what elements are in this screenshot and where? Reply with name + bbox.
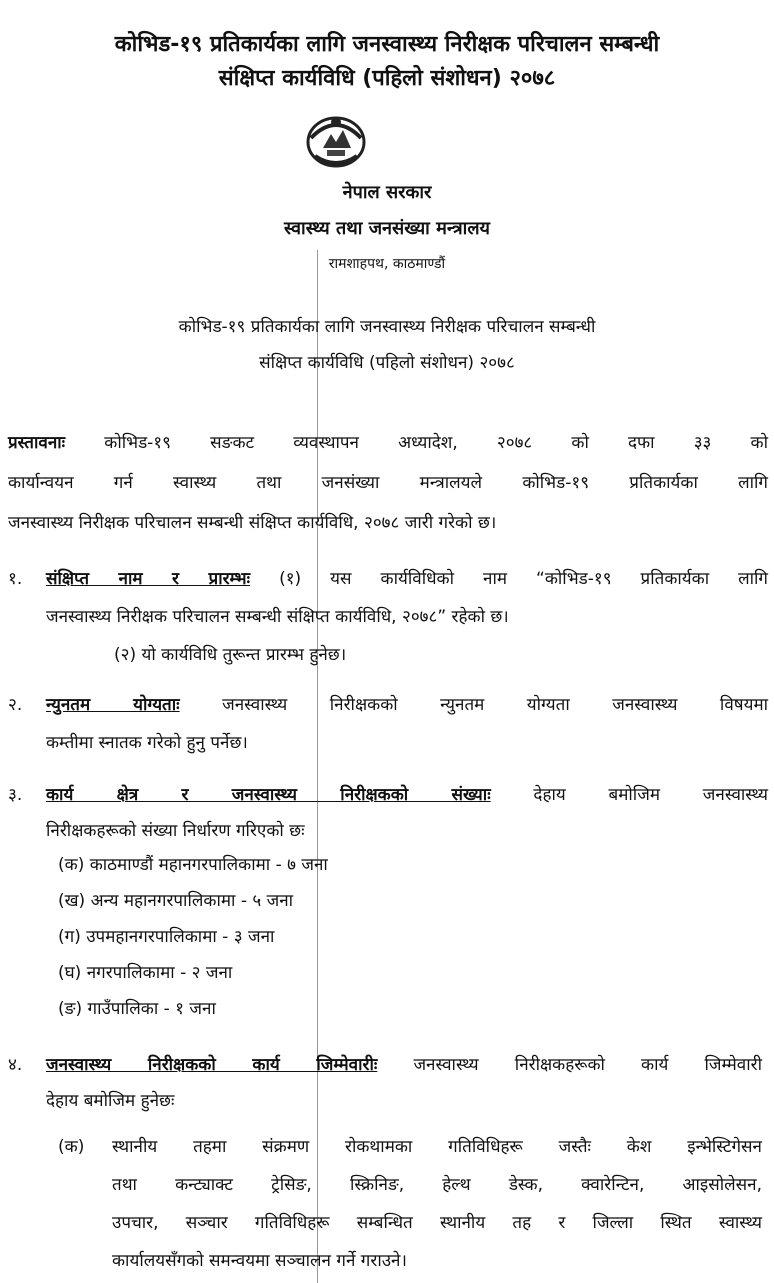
section4-text1: जनस्वास्थ्य निरीक्षकहरूको कार्य जिम्मेवारी: [413, 1055, 762, 1075]
section3-item: (घ) नगरपालिकामा - २ जना: [58, 963, 233, 983]
section4-line2: देहाय बमोजिम हुनेछः: [46, 1091, 175, 1111]
government-name: नेपाल सरकार: [342, 182, 432, 203]
section3-item: (ख) अन्य महानगरपालिकामा - ५ जना: [58, 891, 294, 911]
section3-item: (ङ) गाउँपालिका - १ जना: [58, 999, 216, 1019]
preamble-text1: कोभिड-१९ सङकट व्यवस्थापन अध्यादेश, २०७८ को दफा ३३ को: [104, 433, 768, 453]
section1-text1: (१) यस कार्यविधिको नाम “कोभिड-१९ प्रतिकार्यका लागि: [279, 569, 769, 589]
ministry-address: रामशाहपथ, काठमाण्डौं: [328, 256, 446, 272]
section4-number: ४.: [8, 1055, 23, 1075]
ministry-name: स्वास्थ्य तथा जनसंख्या मन्त्रालय: [284, 218, 490, 239]
section3-heading: कार्य क्षेत्र र जनस्वास्थ्य निरीक्षकको संख्याः: [46, 785, 491, 805]
section1-number: १.: [8, 569, 23, 589]
section4-item-line2: तथा कन्ट्याक्ट ट्रेसिङ, स्क्रिनिङ, हेल्थ डेस्क, क्वारेन्टिन, आइसोलेसन,: [112, 1175, 762, 1195]
preamble-line2: कार्यान्वयन गर्न स्वास्थ्य तथा जनसंख्या मन्त्रालयले कोभिड-१९ प्रतिकार्यका लागि: [8, 473, 768, 493]
section1-line2: जनस्वास्थ्य निरीक्षक परिचालन सम्बन्धी संक्षिप्त कार्यविधि, २०७८” रहेको छ।: [46, 607, 509, 627]
subtitle-line2: संक्षिप्त कार्यविधि (पहिलो संशोधन) २०७८: [259, 353, 515, 373]
page-fold-line: [317, 250, 318, 1283]
section3-line2: निरीक्षकहरूको संख्या निर्धारण गरिएको छः: [46, 821, 305, 841]
section3-text1: देहाय बमोजिम जनस्वास्थ्य: [533, 785, 768, 805]
section2-number: २.: [8, 695, 23, 715]
preamble-line1: [8, 430, 768, 453]
section1-line1: [46, 566, 768, 589]
section4-item-line1: स्थानीय तहमा संक्रमण रोकथामका गतिविधिहरू जस्तैः केश इन्भेस्टिगेसन: [112, 1137, 762, 1157]
section1-line3: (२) यो कार्यविधि तुरून्त प्रारम्भ हुनेछ।: [114, 645, 347, 665]
section2-heading: न्युनतम योग्यताः: [46, 695, 180, 715]
document-title-line2: संक्षिप्त कार्यविधि (पहिलो संशोधन) २०७८: [218, 66, 556, 91]
section3-item: (क) काठमाण्डौं महानगरपालिकामा - ७ जना: [58, 855, 328, 875]
section4-item-line4: कार्यालयसँगको समन्वयमा सञ्चालन गर्ने गराउने।: [112, 1251, 407, 1271]
section3-number: ३.: [8, 785, 23, 805]
section4-item-line3: उपचार, सञ्चार गतिविधिहरू सम्बन्धित स्थानीय तह र जिल्ला स्थित स्वास्थ्य: [112, 1213, 762, 1233]
nepal-emblem-icon: [303, 108, 369, 170]
subtitle-line1: कोभिड-१९ प्रतिकार्यका लागि जनस्वास्थ्य निरीक्षक परिचालन सम्बन्धी: [178, 317, 596, 337]
preamble-label: प्रस्तावनाः: [8, 433, 66, 453]
section4-heading: जनस्वास्थ्य निरीक्षकको कार्य जिम्मेवारीः: [46, 1055, 378, 1075]
document-title-line1: कोभिड-१९ प्रतिकार्यका लागि जनस्वास्थ्य निरीक्षक परिचालन सम्बन्धी: [114, 32, 660, 57]
section4-item-label: (क): [58, 1137, 85, 1157]
section4-line1: [46, 1052, 762, 1075]
preamble-line3: जनस्वास्थ्य निरीक्षक परिचालन सम्बन्धी संक्षिप्त कार्यविधि, २०७८ जारी गरेको छ।: [8, 513, 497, 533]
section3-item: (ग) उपमहानगरपालिकामा - ३ जना: [58, 927, 275, 947]
section1-heading: संक्षिप्त नाम र प्रारम्भः: [46, 569, 251, 589]
section2-line2: कम्तीमा स्नातक गरेको हुनु पर्नेछ।: [46, 733, 248, 753]
section2-text1: जनस्वास्थ्य निरीक्षकको न्युनतम योग्यता जनस्वास्थ्य विषयमा: [222, 695, 769, 715]
section3-line1: [46, 782, 768, 805]
section2-line1: [46, 692, 768, 715]
